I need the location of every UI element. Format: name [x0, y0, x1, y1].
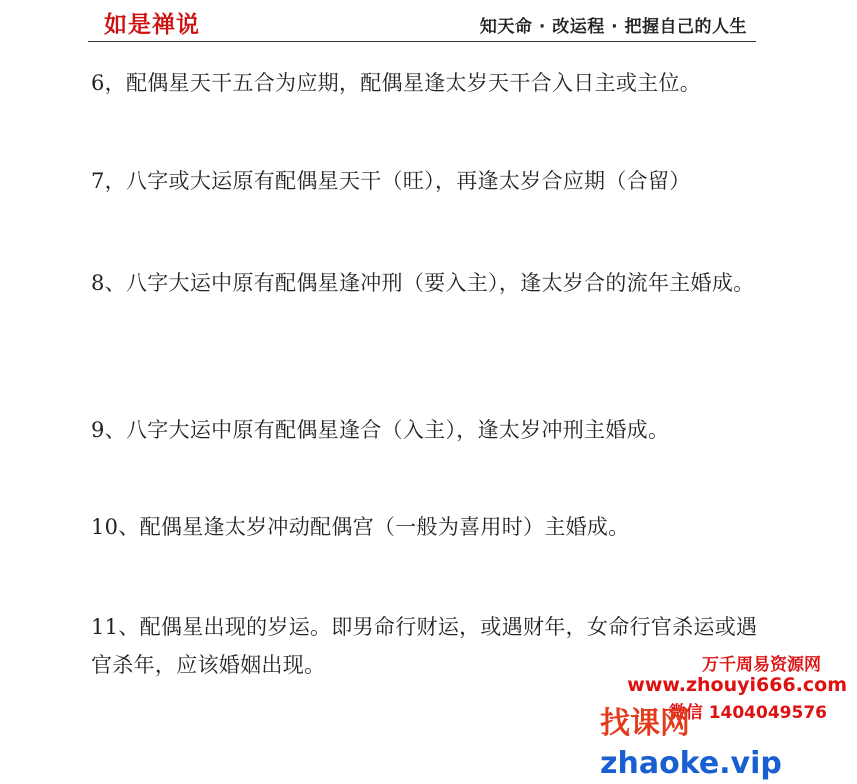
paragraph-10: 10、配偶星逢太岁冲动配偶宫（一般为喜用时）主婚成。 [91, 515, 630, 539]
paragraph-11: 11、配偶星出现的岁运。即男命行财运，或遇财年，女命行官杀运或遇官杀年，应该婚姻出现。 [91, 615, 758, 677]
header-tagline: 知天命 · 改运程 · 把握自己的人生 [479, 17, 747, 37]
watermark-zhaoke-cn: 找课网 [600, 706, 690, 741]
watermark-site-url: www.zhouyi666.com [627, 674, 847, 696]
watermark-site-name: 万千周易资源网 [702, 655, 821, 675]
watermark-zhaoke [600, 704, 857, 784]
watermark-wechat: 微信 1404049576 [668, 703, 827, 723]
paragraph-6: 6，配偶星天干五合为应期，配偶星逢太岁天干合入日主或主位。 [91, 71, 702, 95]
watermark-zhaoke-en: zhaoke.vip [600, 746, 782, 781]
brand-title: 如是禅说 [104, 11, 200, 38]
paragraph-7: 7，八字或大运原有配偶星天干（旺），再逢太岁合应期（合留） [91, 169, 691, 193]
header-divider [88, 41, 756, 42]
paragraph-9: 9、八字大运中原有配偶星逢合（入主），逢太岁冲刑主婚成。 [91, 418, 670, 442]
paragraph-8: 8、八字大运中原有配偶星逢冲刑（要入主），逢太岁合的流年主婚成。 [91, 271, 755, 295]
